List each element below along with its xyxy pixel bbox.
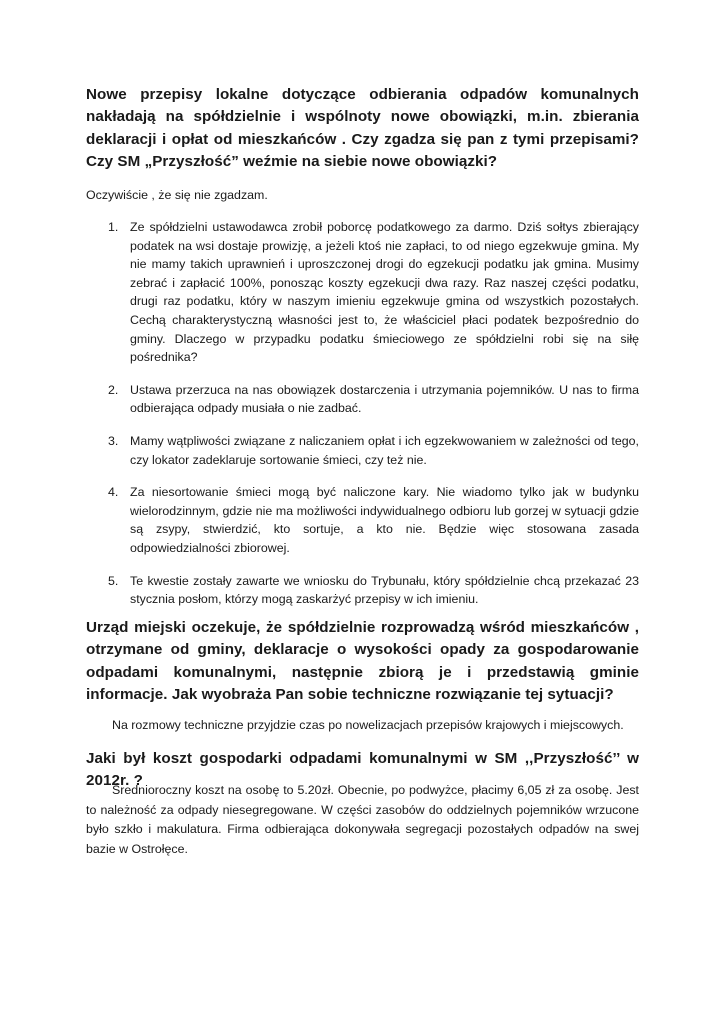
question-3-answer: Średnioroczny koszt na osobę to 5.20zł. Obecnie, po podwyżce, płacimy 6,05 zł za osobę. Jest to należność za odpady niesegregowane. W części zasobów do oddzielnych pojemników wrzucone było szkło i makulatura. Firma odbierająca dokonywała segregacji pozostałych odpadów na swej bazie w Ostrołęce. <box>86 783 639 856</box>
list-item-number: 2. <box>108 382 119 397</box>
list-item-text: Za niesortowanie śmieci mogą być naliczone kary. Nie wiadomo tylko jak w budynku wielorodzinnym, gdzie nie ma możliwości indywidualnego odbioru lub gorzej w sytuacji gdzie są zsypy, stwierdzić, kto sortuje, a kto nie. Będzie więc stosowana zasada odpowiedzialności zbiorowej. <box>130 485 639 555</box>
list-item <box>86 572 639 609</box>
list-item-text: Mamy wątpliwości związane z naliczaniem opłat i ich egzekwowaniem w zależności od tego, czy lokator zadeklaruje sortowanie śmieci, czy też nie. <box>130 433 639 467</box>
list-item-text: Ustawa przerzuca na nas obowiązek dostarczenia i utrzymania pojemników. U nas to firma odbierająca odpady musiała o nie zadbać. <box>130 382 639 416</box>
list-item <box>86 381 639 418</box>
list-item <box>86 432 639 469</box>
list-item-text: Ze spółdzielni ustawodawca zrobił poborcę podatkowego za darmo. Dziś sołtys zbierający podatek na wsi dostaje prowizję, a jeżeli ktoś nie zapłaci, to od niego egzekwuje gmina. My nie mamy takich uprawnień i uproszczonej drogi do egzekucji podatku jak gmina. Musimy zebrać i zapłacić 100%, ponosząc koszty egzekucji dwa razy. Raz naszej części podatku, drugi raz podatku, który w naszym imieniu egzekwuje gmina od wszystkich pozostałych. Cechą charakterystyczną własności jest to, że właściciel płaci podatek bezpośrednio do gminy. Dlaczego w przypadku podatku śmieciowego ze spółdzielni robi się na siłę pośrednika? <box>130 220 639 365</box>
question-1-heading: Nowe przepisy lokalne dotyczące odbierania odpadów komunalnych nakładają na spółdzielnie i wspólnoty nowe obowiązki, m.in. zbierania deklaracji i opłat od mieszkańców . Czy zgadza się pan z tymi przepisami? Czy SM „Przyszłość” weźmie na siebie nowe obowiązki? <box>86 86 639 171</box>
question-2-answer: Na rozmowy techniczne przyjdzie czas po nowelizacjach przepisów krajowych i miejscowych. <box>112 718 624 732</box>
question-3-heading: Jaki był koszt gospodarki odpadami komunalnymi w SM ,,Przyszłość’’ w 2012r. ? <box>86 750 639 790</box>
list-item <box>86 483 639 557</box>
list-item <box>86 218 639 367</box>
list-item-number: 3. <box>108 433 119 448</box>
list-item-number: 1. <box>108 220 119 234</box>
list-item-number: 4. <box>108 485 119 500</box>
list-item-number: 5. <box>108 573 119 588</box>
question-2-heading: Urząd miejski oczekuje, że spółdzielnie rozprowadzą wśród mieszkańców , otrzymane od gminy, deklaracje o wysokości opady za gospodarowanie odpadami komunalnymi, następnie zbiorą je i przedstawią gminie informacje. Jak wyobraża Pan sobie techniczne rozwiązanie tej sytuacji? <box>86 619 639 704</box>
list-item-text: Te kwestie zostały zawarte we wniosku do Trybunału, który spółdzielnie chcą przekazać 23 stycznia posłom, którzy mogą zaskarżyć przepisy w ich imieniu. <box>130 573 639 607</box>
objections-list <box>86 218 639 623</box>
question-1-intro-answer: Oczywiście , że się nie zgadzam. <box>86 188 268 202</box>
